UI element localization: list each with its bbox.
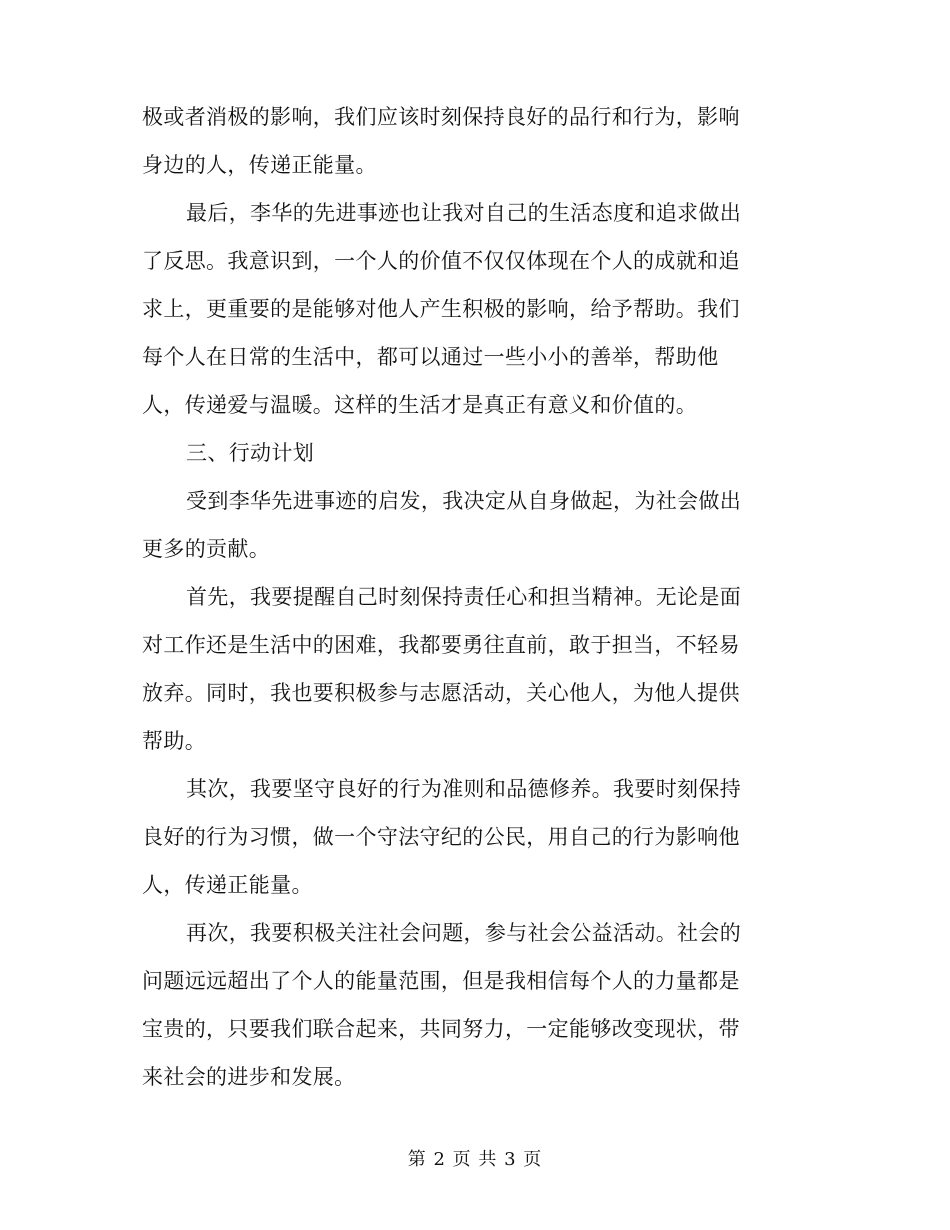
paragraph-first-line: 最后，李华的先进事迹也让我对自己的生活态度和追求做出 <box>186 201 742 225</box>
body-line: 宝贵的，只要我们联合起来，共同努力，一定能够改变现状，带 <box>142 1017 740 1041</box>
body-line: 了反思。我意识到，一个人的价值不仅仅体现在个人的成就和追 <box>142 249 740 273</box>
paragraph-first-line: 受到李华先进事迹的启发，我决定从自身做起，为社会做出 <box>186 489 742 513</box>
body-line: 问题远远超出了个人的能量范围，但是我相信每个人的力量都是 <box>142 969 740 993</box>
body-line: 来社会的进步和发展。 <box>142 1065 356 1089</box>
body-line: 更多的贡献。 <box>142 537 271 561</box>
paragraph-first-line: 再次，我要积极关注社会问题，参与社会公益活动。社会的 <box>186 921 742 945</box>
body-line: 每个人在日常的生活中，都可以通过一些小小的善举，帮助他 <box>142 345 719 369</box>
paragraph-first-line: 首先，我要提醒自己时刻保持责任心和担当精神。无论是面 <box>186 585 742 609</box>
page-number-footer: 第 2 页 共 3 页 <box>407 1149 543 1170</box>
body-line: 帮助。 <box>142 729 207 753</box>
body-line: 人，传递正能量。 <box>142 873 313 897</box>
body-line: 求上，更重要的是能够对他人产生积极的影响，给予帮助。我们 <box>142 297 740 321</box>
body-line: 放弃。同时，我也要积极参与志愿活动，关心他人，为他人提供 <box>142 681 740 705</box>
body-line: 人，传递爱与温暖。这样的生活才是真正有意义和价值的。 <box>142 393 698 417</box>
document-body <box>142 93 797 1101</box>
body-line: 身边的人，传递正能量。 <box>142 153 377 177</box>
body-line: 极或者消极的影响，我们应该时刻保持良好的品行和行为，影响 <box>142 105 740 129</box>
paragraph-first-line: 其次，我要坚守良好的行为准则和品德修养。我要时刻保持 <box>186 777 742 801</box>
section-heading: 三、行动计划 <box>186 441 315 465</box>
body-line: 对工作还是生活中的困难，我都要勇往直前，敢于担当，不轻易 <box>142 633 740 657</box>
body-line: 良好的行为习惯，做一个守法守纪的公民，用自己的行为影响他 <box>142 825 740 849</box>
